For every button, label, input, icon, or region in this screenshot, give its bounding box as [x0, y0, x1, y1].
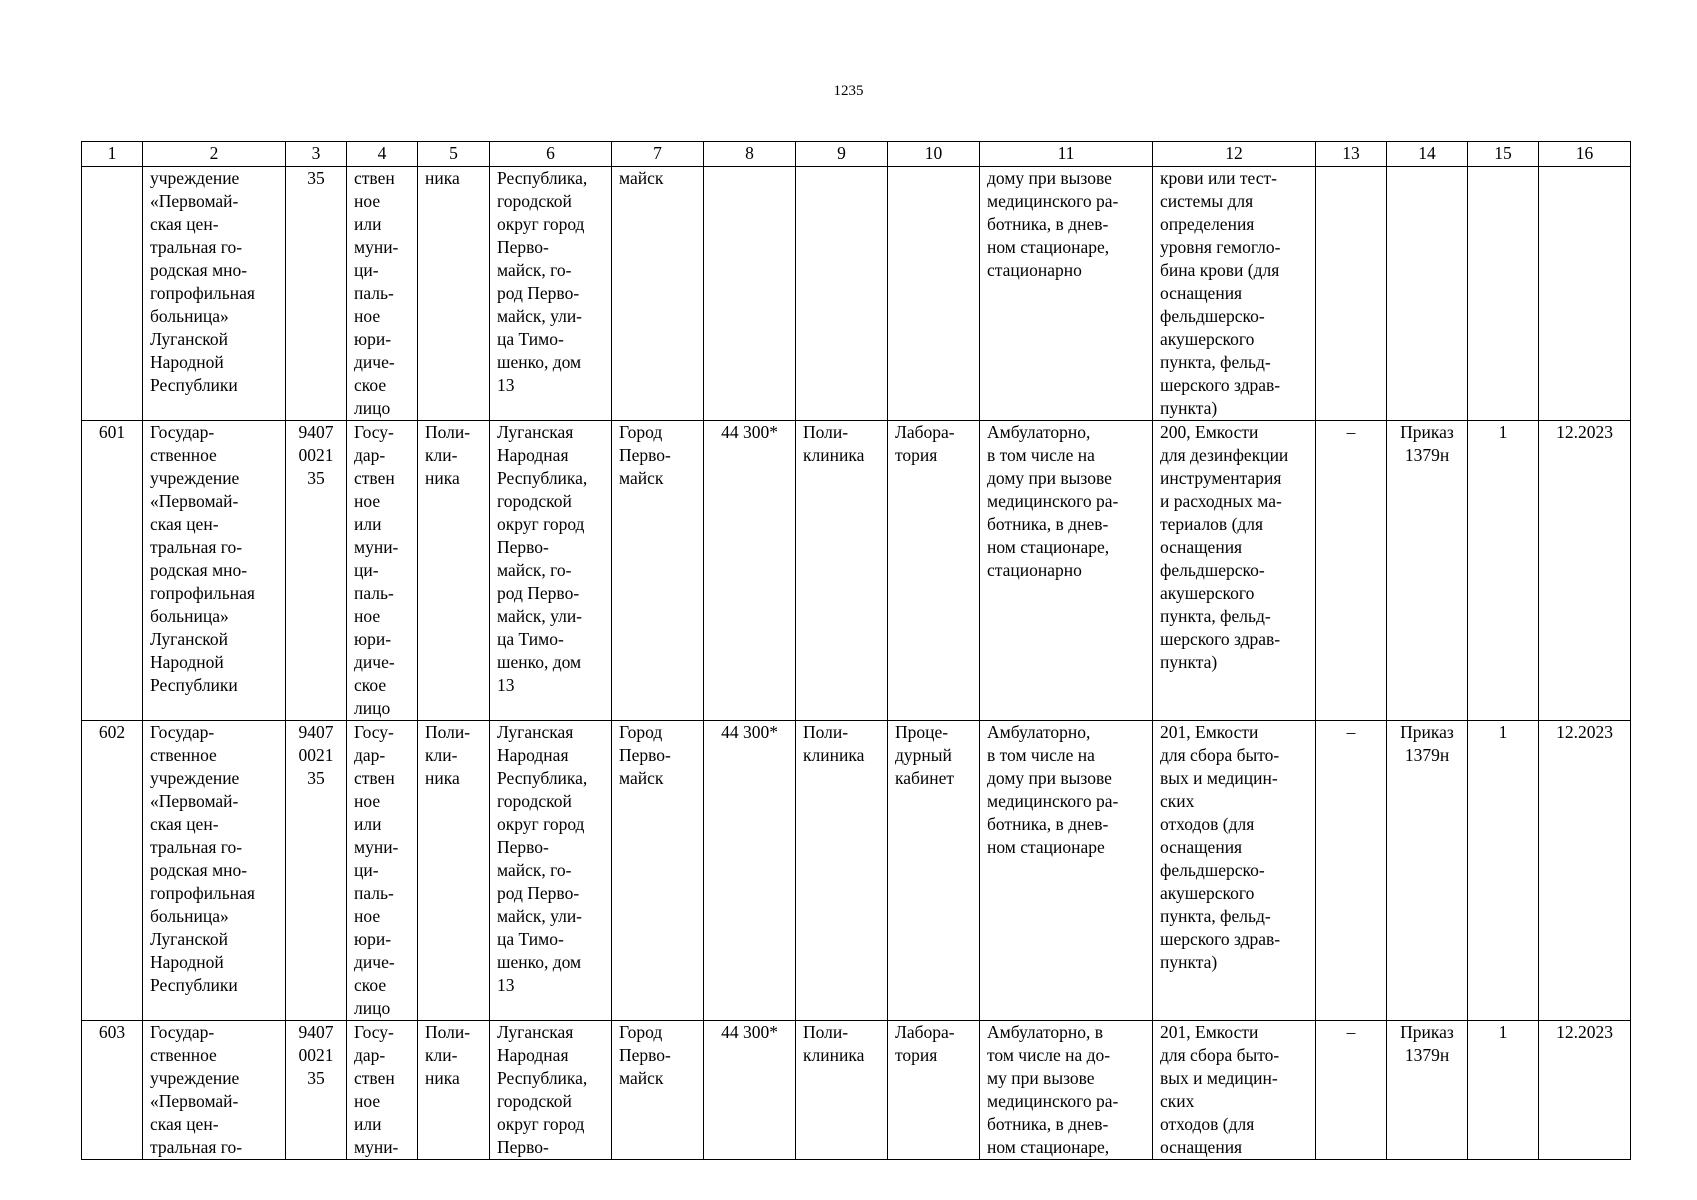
cell-address: Луганская Народная Республика, городской округ город Перво- майск, го- род Перво- майск, ули- ца Тимо- шенко, дом 13	[490, 721, 612, 1021]
cell-date: 12.2023	[1539, 721, 1631, 1021]
column-header-4: 4	[347, 142, 418, 167]
table-row	[82, 721, 1631, 1021]
column-header-12: 12	[1153, 142, 1316, 167]
column-header-16: 16	[1539, 142, 1631, 167]
cell-order: Приказ 1379н	[1387, 1021, 1468, 1160]
cell-care-conditions: дому при вызове медицинского ра- ботника, в днев- ном стационаре, стационарно	[980, 167, 1153, 421]
cell-number: 601	[82, 421, 143, 721]
table-row	[82, 167, 1631, 421]
cell-address: Луганская Народная Республика, городской округ город Перво- майск, го- род Перво- майск, ули- ца Тимо- шенко, дом 13	[490, 421, 612, 721]
header-row	[82, 142, 1631, 167]
cell-col13	[1316, 167, 1387, 421]
cell-facility-type: ника	[418, 167, 490, 421]
column-header-1: 1	[82, 142, 143, 167]
cell-organization: учреждение «Первомай- ская цен- тральная го- родская мно- гопрофильная больница» Луганской Народной Республики	[143, 167, 286, 421]
cell-facility-type: Поли- кли- ника	[418, 1021, 490, 1160]
cell-care-conditions: Амбулаторно, в том числе на дому при вызове медицинского ра- ботника, в днев- ном стационаре, стационарно	[980, 421, 1153, 721]
cell-quantity: 1	[1468, 421, 1539, 721]
cell-unit: Поли- клиника	[796, 721, 888, 1021]
column-header-7: 7	[612, 142, 704, 167]
cell-population: 44 300*	[704, 421, 796, 721]
cell-population: 44 300*	[704, 721, 796, 1021]
cell-col13: –	[1316, 421, 1387, 721]
cell-locality: Город Перво- майск	[612, 421, 704, 721]
cell-care-conditions: Амбулаторно, в том числе на дому при вызове медицинского ра- ботника, в днев- ном стационаре	[980, 721, 1153, 1021]
column-header-9: 9	[796, 142, 888, 167]
cell-organization: Государ- ственное учреждение «Первомай- ская цен- тральная го-	[143, 1021, 286, 1160]
cell-facility-type: Поли- кли- ника	[418, 421, 490, 721]
cell-code: 35	[286, 167, 347, 421]
data-table	[81, 141, 1631, 1160]
cell-organization: Государ- ственное учреждение «Первомай- ская цен- тральная го- родская мно- гопрофильная больница» Луганской Народной Республики	[143, 421, 286, 721]
cell-code: 9407 0021 35	[286, 1021, 347, 1160]
cell-department: Лабора- тория	[888, 1021, 980, 1160]
cell-department	[888, 167, 980, 421]
cell-locality: Город Перво- майск	[612, 721, 704, 1021]
cell-legal-form: ствен ное или муни- ци- паль- ное юри- диче- ское лицо	[347, 167, 418, 421]
column-header-6: 6	[490, 142, 612, 167]
column-header-13: 13	[1316, 142, 1387, 167]
column-header-14: 14	[1387, 142, 1468, 167]
column-header-8: 8	[704, 142, 796, 167]
cell-code: 9407 0021 35	[286, 721, 347, 1021]
cell-order	[1387, 167, 1468, 421]
cell-unit: Поли- клиника	[796, 1021, 888, 1160]
cell-col13: –	[1316, 721, 1387, 1021]
column-header-11: 11	[980, 142, 1153, 167]
cell-equipment: 200, Емкости для дезинфекции инструментария и расходных ма- териалов (для оснащения фельдшерско- акушерского пункта, фельд- шерского здрав- пункта)	[1153, 421, 1316, 721]
cell-population: 44 300*	[704, 1021, 796, 1160]
cell-number: 603	[82, 1021, 143, 1160]
cell-quantity	[1468, 167, 1539, 421]
cell-equipment: крови или тест- системы для определения уровня гемогло- бина крови (для оснащения фельдшерско- акушерского пункта, фельд- шерского здрав- пункта)	[1153, 167, 1316, 421]
cell-legal-form: Госу- дар- ствен ное или муни- ци- паль- ное юри- диче- ское лицо	[347, 721, 418, 1021]
column-header-3: 3	[286, 142, 347, 167]
cell-unit: Поли- клиника	[796, 421, 888, 721]
cell-department: Лабора- тория	[888, 421, 980, 721]
cell-number: 602	[82, 721, 143, 1021]
cell-facility-type: Поли- кли- ника	[418, 721, 490, 1021]
cell-legal-form: Госу- дар- ствен ное или муни-	[347, 1021, 418, 1160]
cell-locality: майск	[612, 167, 704, 421]
cell-department: Проце- дурный кабинет	[888, 721, 980, 1021]
cell-quantity: 1	[1468, 1021, 1539, 1160]
cell-address: Республика, городской округ город Перво- майск, го- род Перво- майск, ули- ца Тимо- шенко, дом 13	[490, 167, 612, 421]
cell-order: Приказ 1379н	[1387, 721, 1468, 1021]
cell-equipment: 201, Емкости для сбора быто- вых и медицин- ских отходов (для оснащения фельдшерско- акушерского пункта, фельд- шерского здрав- пункта)	[1153, 721, 1316, 1021]
cell-order: Приказ 1379н	[1387, 421, 1468, 721]
cell-locality: Город Перво- майск	[612, 1021, 704, 1160]
cell-date: 12.2023	[1539, 1021, 1631, 1160]
cell-quantity: 1	[1468, 721, 1539, 1021]
column-header-15: 15	[1468, 142, 1539, 167]
table-row	[82, 421, 1631, 721]
cell-date	[1539, 167, 1631, 421]
cell-organization: Государ- ственное учреждение «Первомай- ская цен- тральная го- родская мно- гопрофильная больница» Луганской Народной Республики	[143, 721, 286, 1021]
cell-equipment: 201, Емкости для сбора быто- вых и медицин- ских отходов (для оснащения	[1153, 1021, 1316, 1160]
column-header-5: 5	[418, 142, 490, 167]
table-row	[82, 1021, 1631, 1160]
cell-address: Луганская Народная Республика, городской округ город Перво-	[490, 1021, 612, 1160]
cell-col13: –	[1316, 1021, 1387, 1160]
cell-date: 12.2023	[1539, 421, 1631, 721]
cell-legal-form: Госу- дар- ствен ное или муни- ци- паль- ное юри- диче- ское лицо	[347, 421, 418, 721]
cell-care-conditions: Амбулаторно, в том числе на до- му при вызове медицинского ра- ботника, в днев- ном стационаре,	[980, 1021, 1153, 1160]
cell-population	[704, 167, 796, 421]
cell-code: 9407 0021 35	[286, 421, 347, 721]
page-number: 1235	[833, 83, 864, 99]
cell-number	[82, 167, 143, 421]
cell-unit	[796, 167, 888, 421]
column-header-2: 2	[143, 142, 286, 167]
column-header-10: 10	[888, 142, 980, 167]
